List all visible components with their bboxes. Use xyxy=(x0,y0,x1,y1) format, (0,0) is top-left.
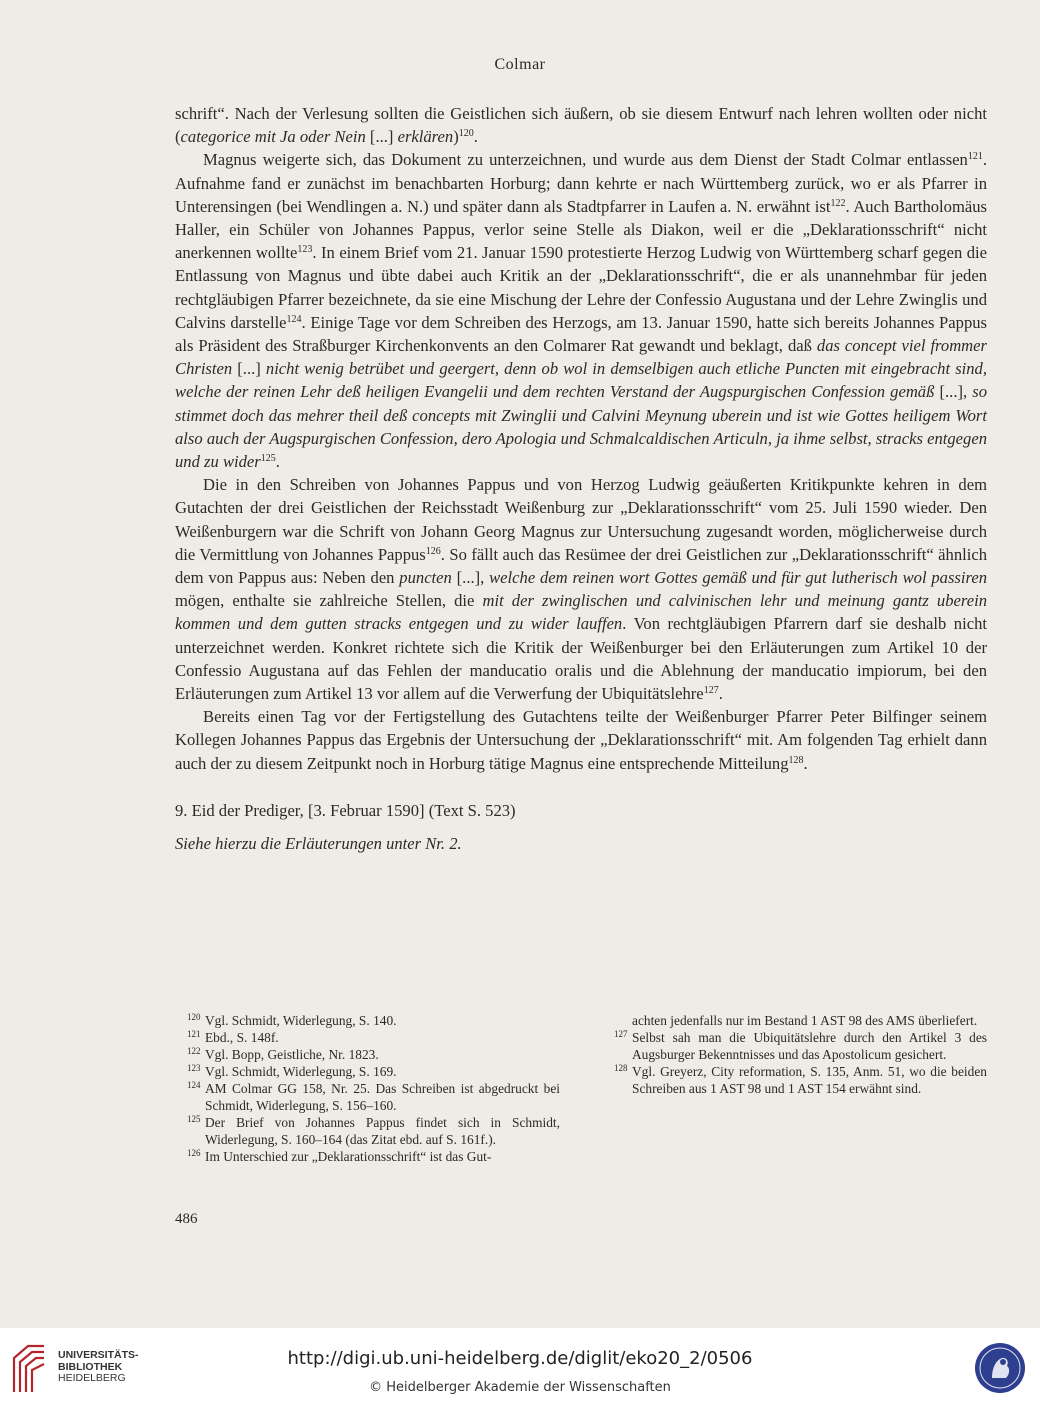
footnote-reference: 124 xyxy=(286,313,302,325)
paragraph-text: . Auch Bartholomäus Haller, ein Schüler von Johannes Pappus, verlor seine Stelle als Diakon, weil er die „Deklarationsschrift“ nicht anerkennen wollte xyxy=(175,196,987,263)
paragraph-text: . In einem Brief vom 21. Januar 1590 protestierte Herzog Ludwig von Württemberg scharf gegen die Entlassung von Magnus und übte dabei auch Kritik an der „Deklarationsschrift“, die er als unannehmbar für jeden rechtgläubigen Pfarrer bezeichnete, da sie eine Mischung der Lehre der Confessio Augustana und der Lehre Zwinglis und Calvins darstelle xyxy=(175,243,987,332)
footnote xyxy=(602,1029,987,1063)
footnote xyxy=(175,1080,560,1114)
section-note: Siehe hierzu die Erläuterungen unter Nr. 2. xyxy=(175,834,462,854)
footnote-number: 120 xyxy=(187,1012,201,1022)
footnote-number: 121 xyxy=(187,1029,201,1039)
footnote-reference: 121 xyxy=(967,151,983,163)
footnote-number: 123 xyxy=(187,1063,201,1073)
footnote-number: 125 xyxy=(187,1114,201,1124)
body-text xyxy=(175,102,987,855)
footnote-text: Im Unterschied zur „Deklarationsschrift“ ist das Gut- xyxy=(205,1149,492,1164)
quotation-text: das concept viel frommer Christen xyxy=(175,336,987,379)
paragraph-text: [...] xyxy=(365,127,398,147)
footnote xyxy=(175,1148,560,1165)
quotation-text: categorice mit Ja oder Nein xyxy=(180,127,366,147)
footnote-text: AM Colmar GG 158, Nr. 25. Das Schreiben ist abgedruckt bei Schmidt, Widerlegung, S. 156–160. xyxy=(205,1081,560,1113)
paragraph-text: ) xyxy=(453,127,459,147)
footnote-text: Selbst sah man die Ubiquitätslehre durch den Artikel 3 des Augsburger Bekenntnisses und das Apostolicum gesichert. xyxy=(632,1030,987,1062)
quotation-text: nicht wenig betrübet und geergert, denn ob wol in demselbigen auch etliche Puncten mit eingebracht sind, welche der reinen Lehr deß heiligen Evangelii und dem rechten Verstand der Augspurgischen Confession gemäß xyxy=(175,359,988,402)
footnotes xyxy=(175,1012,987,1165)
paragraph-text: . xyxy=(718,684,723,704)
section-heading: 9. Eid der Prediger, [3. Februar 1590] (Text S. 523) xyxy=(175,800,516,820)
permalink-url[interactable]: http://digi.ub.uni-heidelberg.de/diglit/eko20_2/0506 xyxy=(287,1348,753,1369)
paragraph-text: . Einige Tage vor dem Schreiben des Herzogs, am 13. Januar 1590, hatte sich bereits Johannes Pappus als Präsident des Straßburger Kirchenkonvents an den Colmarer Rat gewandt und beklagt, daß xyxy=(175,312,987,356)
library-name-line: UNIVERSITÄTS- xyxy=(58,1349,139,1361)
footnote xyxy=(175,1063,560,1080)
footnote-reference: 126 xyxy=(425,545,441,557)
footnote-number: 122 xyxy=(187,1046,201,1056)
footnote xyxy=(602,1063,987,1097)
footnote xyxy=(175,1029,560,1046)
paragraph-text: [...], xyxy=(934,382,973,402)
footnote-text: Ebd., S. 148f. xyxy=(205,1030,279,1045)
paragraph xyxy=(175,148,987,473)
footnote xyxy=(175,1114,560,1148)
quotation-text: welche dem reinen wort Gottes gemäß und für gut lutherisch wol passiren xyxy=(489,568,987,588)
paragraph-text: . Von rechtgläubigen Pfarrern darf sie deshalb nicht unterzeichnet werden. Konkret richtete sich die Kritik der Weißenburger bei den Erläuterungen zum Artikel 10 der Confessio Augustana auf das Fehlen der manducatio oralis und die Ablehnung der manducatio impiorum, bei den Erläuterungen zum Artikel 13 vor allem auf die Verwerfung der Ubiquitätslehre xyxy=(175,614,987,704)
footnote-text: Vgl. Greyerz, City reformation, S. 135, Anm. 51, wo die beiden Schreiben aus 1 AST 98 und 1 AST 154 erwähnt sind. xyxy=(632,1064,987,1096)
footnote-number: 126 xyxy=(187,1148,201,1158)
viewer-footer xyxy=(0,1328,1040,1408)
footnote-reference: 127 xyxy=(703,685,719,697)
footnote-reference: 123 xyxy=(297,244,313,256)
footnote-reference: 125 xyxy=(260,453,276,465)
footnote xyxy=(175,1012,560,1029)
paragraph-text: . xyxy=(473,127,478,147)
paragraph-text: Magnus weigerte sich, das Dokument zu unterzeichnen, und wurde aus dem Dienst der Stadt Colmar entlassen xyxy=(203,150,968,170)
page-number: 486 xyxy=(175,1211,198,1227)
paragraph-text: mögen, enthalte sie zahlreiche Stellen, die xyxy=(175,591,483,611)
footnote-number: 127 xyxy=(614,1029,628,1039)
paragraph xyxy=(175,102,987,148)
paragraph-text: Die in den Schreiben von Johannes Pappus und von Herzog Ludwig geäußerten Kritikpunkte kehren in dem Gutachten der drei Geistlichen der Reichsstadt Weißenburg zur „Deklarationsschrift“ vom 25. Juli 1590 wieder. Den Weißenburgern war die Schrift von Johann Georg Magnus zur Untersuchung zugesandt worden, möglicherweise durch die Vermittlung von Johannes Pappus xyxy=(175,475,987,564)
academy-seal-icon[interactable] xyxy=(974,1342,1026,1394)
footnotes-left-column xyxy=(175,1012,560,1165)
paragraph-text: . So fällt auch das Resümee der drei Geistlichen zur „Deklarationsschrift“ ähnlich dem von Pappus aus: Neben den xyxy=(175,544,987,588)
paragraph-text: . Aufnahme fand er zunächst im benachbarten Horburg; dann kehrte er nach Württemberg zurück, wo er als Pfarrer in Unterensingen (bei Wendlingen a. N.) und später dann als Stadtpfarrer in Laufen a. N. erwähnt ist xyxy=(175,150,987,216)
footnote-text: Vgl. Schmidt, Widerlegung, S. 169. xyxy=(205,1064,397,1079)
paragraph xyxy=(175,705,987,775)
paragraph-text: [...] xyxy=(232,359,266,379)
paragraph xyxy=(175,473,987,705)
footnote xyxy=(602,1012,987,1029)
footnote-number: 128 xyxy=(614,1063,628,1073)
library-name-line: BIBLIOTHEK xyxy=(58,1360,123,1373)
paragraph-text: Bereits einen Tag vor der Fertigstellung des Gutachtens teilte der Weißenburger Pfarrer Peter Bilfinger seinem Kollegen Johannes Pappus das Ergebnis der Untersuchung der „Deklarationsschrift“ mit. Am folgenden Tag erhielt dann auch der zu diesem Zeitpunkt noch in Horburg tätige Magnus eine entsprechende Mitteilung xyxy=(175,707,987,773)
footnotes-right-column xyxy=(602,1012,987,1165)
quotation-text: mit der zwinglischen und calvinischen lehr und meinung gantz uberein kommen und dem gutten stracks entgegen und zu wider lauffen xyxy=(175,591,987,634)
footnote-text: Vgl. Bopp, Geistliche, Nr. 1823. xyxy=(205,1047,379,1062)
footnote-text: achten jedenfalls nur im Bestand 1 AST 98 des AMS überliefert. xyxy=(632,1013,978,1028)
footnote-text: Der Brief von Johannes Pappus findet sich in Schmidt, Widerlegung, S. 160–164 (das Zitat ebd. auf S. 161f.). xyxy=(205,1115,560,1147)
footnote-reference: 120 xyxy=(458,128,474,140)
paragraph-text: schrift“. Nach der Verlesung sollten die Geistlichen sich äußern, ob sie diesem Entwurf nach lehren wollten oder nicht ( xyxy=(175,104,987,147)
footnote-text: Vgl. Schmidt, Widerlegung, S. 140. xyxy=(205,1013,397,1028)
running-head: Colmar xyxy=(494,56,546,73)
library-name-line: HEIDELBERG xyxy=(58,1372,126,1384)
footnote-reference: 128 xyxy=(788,754,804,766)
footnote-reference: 122 xyxy=(830,197,846,209)
quotation-text: erklären xyxy=(397,127,454,147)
copyright-notice: © Heidelberger Akademie der Wissenschaften xyxy=(369,1380,671,1395)
quotation-text: puncten xyxy=(399,568,452,588)
paragraph-text: . xyxy=(803,753,808,773)
paragraph-text: [...], xyxy=(451,568,490,588)
paragraph-text: . xyxy=(275,452,280,472)
footnote xyxy=(175,1046,560,1063)
footnote-number: 124 xyxy=(187,1080,201,1090)
quotation-text: so stimmet doch das mehrer theil deß concepts mit Zwinglii und Calvini Meynung uberein und ist wie Gottes heiligem Wort also auch der Augspurgischen Confession, dero Apologia und Schmalcaldischen Articuln, ja ihme selbst, stracks entgegen und zu wider xyxy=(175,382,987,472)
